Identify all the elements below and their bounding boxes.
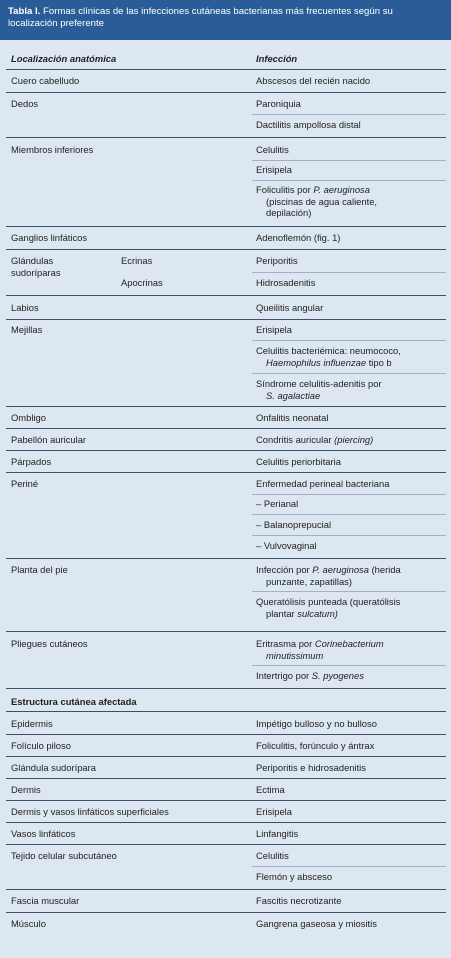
inf-cell: – Balanoprepucial bbox=[256, 519, 332, 530]
table-title bbox=[0, 0, 451, 40]
table-body bbox=[0, 40, 451, 958]
divider bbox=[6, 450, 446, 451]
loc-cell: Glándulas sudoríparas bbox=[11, 255, 61, 278]
inf-cell: Síndrome celulitis-adenitis por S. agalactiae bbox=[256, 378, 382, 401]
sub-divider bbox=[252, 180, 446, 181]
sub-divider bbox=[252, 591, 446, 592]
divider bbox=[6, 137, 446, 138]
inf-cell: Eritrasma por Corinebacterium minutissimum bbox=[256, 638, 384, 661]
divider bbox=[6, 800, 446, 801]
inf-cell: Enfermedad perineal bacteriana bbox=[256, 478, 390, 489]
table-caption: Formas clínicas de las infecciones cutáneas bacterianas más frecuentes según su localización preferente bbox=[8, 6, 393, 29]
divider bbox=[6, 295, 446, 296]
loc-cell: Periné bbox=[11, 478, 39, 489]
header-localizacion: Localización anatómica bbox=[11, 53, 117, 64]
loc-cell: Dermis bbox=[11, 784, 41, 795]
loc-cell: Vasos linfáticos bbox=[11, 828, 76, 839]
loc-cell: Ombligo bbox=[11, 412, 46, 423]
inf-cell: Onfalitis neonatal bbox=[256, 412, 329, 423]
sub-divider bbox=[252, 160, 446, 161]
divider bbox=[6, 912, 446, 913]
divider bbox=[6, 778, 446, 779]
inf-cell: Periporitis bbox=[256, 255, 298, 266]
inf-cell: Celulitis bbox=[256, 144, 289, 155]
sub-divider bbox=[252, 340, 446, 341]
inf-cell: Celulitis bacteriémica: neumococo, Haemophilus influenzae tipo b bbox=[256, 345, 401, 368]
divider bbox=[6, 711, 446, 712]
loc-cell: Glándula sudorípara bbox=[11, 762, 96, 773]
loc-cell: Músculo bbox=[11, 918, 46, 929]
sub-loc-cell: Apocrinas bbox=[121, 277, 163, 288]
inf-cell: Intertrigo por S. pyogenes bbox=[256, 670, 364, 681]
inf-cell: Hidrosadenitis bbox=[256, 277, 316, 288]
divider bbox=[6, 249, 446, 250]
divider bbox=[6, 69, 446, 70]
inf-cell: Ectima bbox=[256, 784, 285, 795]
divider bbox=[6, 756, 446, 757]
sub-divider bbox=[252, 665, 446, 666]
loc-cell: Párpados bbox=[11, 456, 52, 467]
loc-cell: Pabellón auricular bbox=[11, 434, 87, 445]
section-header: Estructura cutánea afectada bbox=[11, 696, 137, 707]
inf-cell: Paroniquia bbox=[256, 98, 301, 109]
inf-cell: Abscesos del recién nacido bbox=[256, 75, 371, 86]
inf-cell: Impétigo bulloso y no bulloso bbox=[256, 718, 377, 729]
inf-cell: Condritis auricular (piercing) bbox=[256, 434, 374, 445]
inf-cell: Periporitis e hidrosadenitis bbox=[256, 762, 366, 773]
divider bbox=[6, 558, 446, 559]
loc-cell: Labios bbox=[11, 302, 39, 313]
divider bbox=[6, 92, 446, 93]
divider bbox=[6, 406, 446, 407]
inf-cell: – Perianal bbox=[256, 498, 299, 509]
sub-divider bbox=[252, 373, 446, 374]
inf-cell: Gangrena gaseosa y miositis bbox=[256, 918, 377, 929]
sub-loc-cell: Ecrinas bbox=[121, 255, 153, 266]
divider bbox=[6, 844, 446, 845]
inf-cell: Erisipela bbox=[256, 164, 292, 175]
loc-cell: Mejillas bbox=[11, 324, 43, 335]
header-infeccion: Infección bbox=[256, 53, 298, 64]
loc-cell: Folículo piloso bbox=[11, 740, 71, 751]
divider bbox=[6, 822, 446, 823]
loc-cell: Miembros inferiores bbox=[11, 144, 94, 155]
table-label: Tabla I. bbox=[8, 6, 41, 17]
loc-cell: Planta del pie bbox=[11, 564, 68, 575]
loc-cell: Ganglios linfáticos bbox=[11, 232, 88, 243]
inf-cell: Foliculitis por P. aeruginosa (piscinas de agua caliente, depilación) bbox=[256, 184, 378, 218]
divider bbox=[6, 472, 446, 473]
sub-divider bbox=[252, 494, 446, 495]
inf-cell: Celulitis periorbitaria bbox=[256, 456, 341, 467]
inf-cell: Queratólisis punteada (queratólisis plantar sulcatum) bbox=[256, 596, 401, 619]
loc-cell: Cuero cabelludo bbox=[11, 75, 80, 86]
inf-cell: Foliculitis, forúnculo y ántrax bbox=[256, 740, 375, 751]
sub-divider bbox=[252, 866, 446, 867]
divider bbox=[6, 688, 446, 689]
sub-divider bbox=[252, 114, 446, 115]
divider bbox=[6, 889, 446, 890]
sub-divider bbox=[252, 514, 446, 515]
inf-cell: Erisipela bbox=[256, 324, 292, 335]
inf-cell: Erisipela bbox=[256, 806, 292, 817]
sub-divider bbox=[252, 272, 446, 273]
inf-cell: Dactilitis ampollosa distal bbox=[256, 119, 361, 130]
inf-cell: Queilitis angular bbox=[256, 302, 324, 313]
loc-cell: Dedos bbox=[11, 98, 39, 109]
loc-cell: Dermis y vasos linfáticos superficiales bbox=[11, 806, 169, 817]
inf-cell: – Vulvovaginal bbox=[256, 540, 317, 551]
divider bbox=[6, 226, 446, 227]
divider bbox=[6, 631, 446, 632]
inf-cell: Flemón y absceso bbox=[256, 871, 333, 882]
sub-divider bbox=[252, 535, 446, 536]
inf-cell: Adenoflemón (fig. 1) bbox=[256, 232, 341, 243]
loc-cell: Fascia muscular bbox=[11, 895, 80, 906]
divider bbox=[6, 319, 446, 320]
divider bbox=[6, 734, 446, 735]
loc-cell: Pliegues cutáneos bbox=[11, 638, 88, 649]
inf-cell: Celulitis bbox=[256, 850, 289, 861]
inf-cell: Linfangitis bbox=[256, 828, 299, 839]
inf-cell: Fascitis necrotizante bbox=[256, 895, 342, 906]
loc-cell: Tejido celular subcutáneo bbox=[11, 850, 117, 861]
inf-cell: Infección por P. aeruginosa (herida punzante, zapatillas) bbox=[256, 564, 401, 587]
divider bbox=[6, 428, 446, 429]
loc-cell: Epidermis bbox=[11, 718, 53, 729]
